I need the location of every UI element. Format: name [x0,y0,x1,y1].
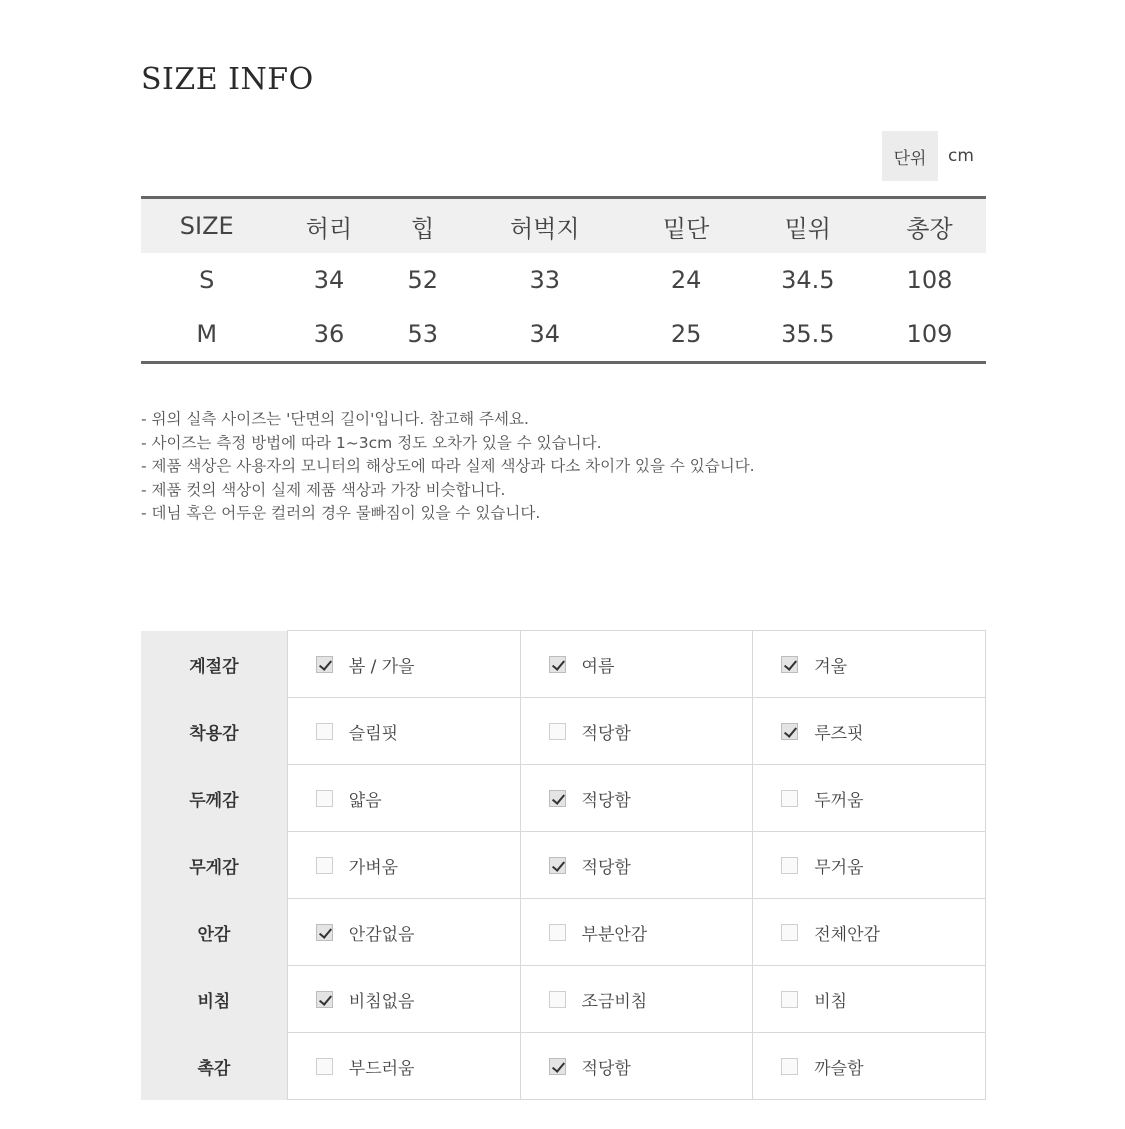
feel-option-content [288,652,520,677]
feel-option-label: 조금비침 [581,991,648,1012]
feel-option-label: 비침없음 [348,991,415,1012]
table-cell: 24 [670,266,702,294]
table-row [141,307,986,363]
checkbox-unchecked[interactable] [781,991,798,1008]
feel-option [287,765,520,832]
feel-option-label: 적당함 [581,857,631,878]
checkbox-checked[interactable] [549,790,566,807]
feel-option-label: 부분안감 [581,924,648,945]
table-row [141,253,986,307]
table-cell: 34 [529,320,561,348]
feel-option-content [521,920,753,945]
header-size: SIZE [141,198,272,254]
feel-table-body [141,631,986,1100]
feel-row [141,832,986,899]
feel-row [141,631,986,698]
checkbox-unchecked[interactable] [549,723,566,740]
product-feel-table [141,630,986,1100]
feel-category: 착용감 [141,698,287,765]
feel-option [753,631,986,698]
feel-option-label: 까슬함 [814,1058,864,1079]
feel-category: 비침 [141,966,287,1033]
header-waist: 허리 [272,198,385,254]
feel-option-content [753,786,985,811]
table-cell: 25 [670,320,702,348]
feel-option [753,765,986,832]
size-table [141,196,986,364]
table-cell: 53 [407,320,439,348]
feel-option [520,631,753,698]
feel-option [287,631,520,698]
feel-option-label: 두꺼움 [814,790,864,811]
feel-option-label: 얇음 [348,790,382,811]
feel-category: 무게감 [141,832,287,899]
table-cell: 109 [906,320,953,348]
feel-option-label: 비침 [814,991,848,1012]
feel-category: 안감 [141,899,287,966]
note-item: - 위의 실측 사이즈는 '단면의 길이'입니다. 참고해 주세요. [141,410,529,428]
feel-option-label: 루즈핏 [814,723,864,744]
feel-row [141,698,986,765]
feel-option-label: 적당함 [581,723,631,744]
feel-option-label: 슬림핏 [348,723,399,744]
checkbox-unchecked[interactable] [549,924,566,941]
feel-category: 촉감 [141,1033,287,1100]
checkbox-checked[interactable] [549,656,566,673]
checkbox-unchecked[interactable] [316,857,333,874]
feel-option-content [753,987,985,1012]
feel-option [287,832,520,899]
feel-option-content [521,719,753,744]
feel-category: 두께감 [141,765,287,832]
checkbox-unchecked[interactable] [316,1058,333,1075]
feel-option-content [288,987,520,1012]
table-cell: 52 [407,266,439,294]
feel-option-label: 봄 / 가을 [348,656,415,677]
feel-option [287,899,520,966]
feel-option [287,698,520,765]
table-cell: 35.5 [781,320,835,348]
feel-row [141,765,986,832]
feel-option-label: 전체안감 [814,924,880,945]
feel-option-label: 무거움 [814,857,864,878]
feel-option-content [521,786,753,811]
feel-row [141,899,986,966]
feel-option-content [288,719,520,744]
header-rise: 밑위 [743,198,873,254]
header-length: 총장 [873,198,986,254]
checkbox-checked[interactable] [316,656,333,673]
feel-option [287,966,520,1033]
checkbox-unchecked[interactable] [781,1058,798,1075]
feel-option-label: 겨울 [814,656,848,677]
table-cell: 36 [313,320,345,348]
header-thigh: 허벅지 [460,198,630,254]
note-item: - 제품 컷의 색상이 실제 제품 색상과 가장 비슷합니다. [141,480,506,499]
table-cell: 33 [529,266,561,294]
checkbox-checked[interactable] [781,723,798,740]
feel-option [520,1033,753,1100]
table-cell: 34 [313,266,345,294]
table-cell: 34.5 [781,266,835,294]
feel-option [520,832,753,899]
feel-option-label: 적당함 [581,790,631,811]
feel-option-content [521,652,753,677]
feel-option-content [288,1054,520,1079]
feel-option-content [521,987,753,1012]
table-cell: 108 [906,266,953,294]
header-hem: 밑단 [630,198,743,254]
feel-option [520,765,753,832]
header-hip: 힙 [386,198,460,254]
checkbox-unchecked[interactable] [316,723,333,740]
feel-option [753,966,986,1033]
checkbox-checked[interactable] [781,656,798,673]
feel-option-label: 안감없음 [348,924,415,945]
feel-option [753,832,986,899]
feel-option-content [288,786,520,811]
unit-label: 단위 [882,131,938,181]
checkbox-unchecked[interactable] [316,790,333,807]
checkbox-unchecked[interactable] [549,991,566,1008]
note-item: - 사이즈는 측정 방법에 따라 1~3cm 정도 오차가 있을 수 있습니다. [141,433,602,452]
feel-option [520,899,753,966]
feel-row [141,1033,986,1100]
size-table-header-row [141,198,986,254]
feel-option-content [753,719,985,744]
page-title: SIZE INFO [141,62,314,97]
checkbox-checked[interactable] [549,857,566,874]
checkbox-unchecked[interactable] [781,857,798,874]
feel-option-content [753,853,985,878]
table-cell: M [196,320,218,348]
feel-option [520,698,753,765]
feel-option-label: 부드러움 [348,1058,415,1079]
feel-option [753,698,986,765]
feel-option-label: 여름 [581,656,615,677]
feel-option [520,966,753,1033]
checkbox-checked[interactable] [549,1058,566,1075]
feel-option [753,1033,986,1100]
table-cell: S [199,266,215,294]
feel-option-content [288,920,520,945]
feel-option-content [753,1054,985,1079]
checkbox-checked[interactable] [316,991,333,1008]
feel-option-content [288,853,520,878]
feel-row [141,966,986,1033]
feel-option-label: 가벼움 [348,857,399,878]
feel-option-content [521,853,753,878]
feel-option [753,899,986,966]
unit-indicator [882,131,974,181]
unit-value: cm [948,146,974,166]
checkbox-checked[interactable] [316,924,333,941]
note-item: - 데님 혹은 어두운 컬러의 경우 물빠짐이 있을 수 있습니다. [141,504,541,522]
note-item: - 제품 색상은 사용자의 모니터의 해상도에 따라 실제 색상과 다소 차이가 있을 수 있습니다. [141,457,755,475]
feel-option-content [753,920,985,945]
notes-list [141,408,755,526]
feel-option-content [521,1054,753,1079]
checkbox-unchecked[interactable] [781,924,798,941]
feel-option-content [753,652,985,677]
feel-option-label: 적당함 [581,1058,631,1079]
feel-category: 계절감 [141,631,287,698]
checkbox-unchecked[interactable] [781,790,798,807]
feel-option [287,1033,520,1100]
